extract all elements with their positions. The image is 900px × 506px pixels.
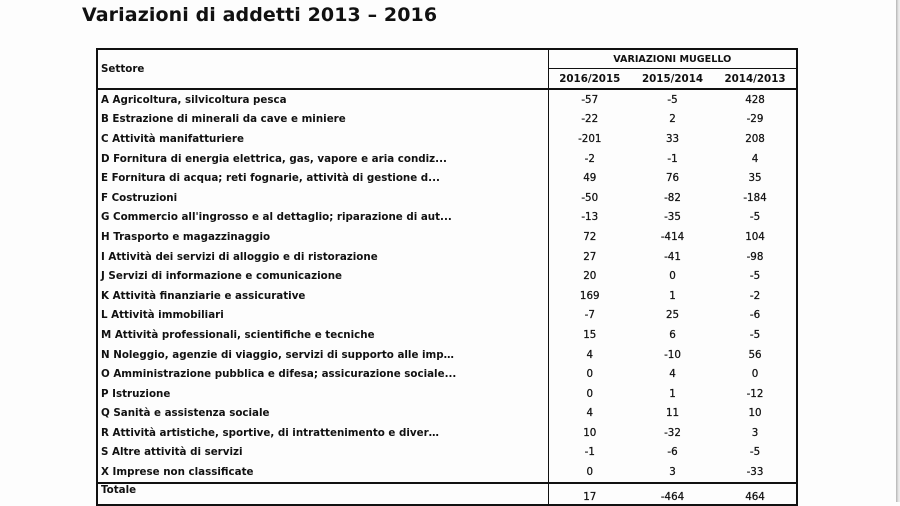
sector-cell: O Amministrazione pubblica e difesa; assicurazione sociale... [97, 364, 548, 384]
sector-cell: X Imprese non classificate [97, 462, 548, 483]
table-row [97, 325, 797, 345]
sector-cell: M Attività professionali, scientifiche e tecniche [97, 325, 548, 345]
value-cell: -7 [584, 309, 595, 322]
table-row [97, 443, 797, 463]
value-cell: 33 [665, 132, 680, 145]
total-value-cell: 464 [714, 483, 797, 505]
page-title: Variazioni di addetti 2013 – 2016 [82, 4, 438, 26]
value-cell: 56 [748, 348, 762, 361]
value-cell: -82 [664, 191, 681, 204]
table-row [97, 129, 797, 149]
value-cell: 4 [586, 348, 594, 361]
value-cell: 0 [751, 368, 759, 381]
value-cell: 1 [669, 387, 676, 400]
sector-cell: K Attività finanziarie e assicurative [97, 286, 548, 306]
sector-cell: J Servizi di informazione e comunicazione [97, 266, 548, 286]
value-cell: -6 [749, 309, 761, 322]
table-row [97, 286, 797, 306]
sector-column-header: Settore [97, 49, 548, 89]
value-cell: 27 [583, 250, 597, 263]
value-cell: -29 [746, 113, 764, 126]
table-row [97, 384, 797, 404]
value-cell: 35 [748, 172, 762, 185]
value-cell: 20 [583, 270, 597, 283]
sector-cell: G Commercio all'ingrosso e al dettaglio; riparazione di aut... [97, 208, 548, 228]
column-header-2015-2014: 2015/2014 [631, 69, 714, 90]
value-cell: -5 [749, 211, 761, 224]
sector-cell: C Attività manifatturiere [97, 129, 548, 149]
sector-cell: H Trasporto e magazzinaggio [97, 227, 548, 247]
sector-cell: P Istruzione [97, 384, 548, 404]
value-cell: 3 [751, 426, 759, 439]
value-cell: 1 [669, 289, 676, 302]
value-cell: -6 [667, 446, 678, 459]
table-row [97, 247, 797, 267]
sector-cell: F Costruzioni [97, 188, 548, 208]
table-row [97, 149, 797, 169]
value-cell: -35 [664, 211, 681, 224]
value-cell: 15 [583, 328, 597, 341]
table-row [97, 364, 797, 384]
value-cell: 11 [665, 407, 680, 420]
value-cell: -22 [581, 113, 599, 126]
value-cell: -5 [749, 446, 761, 459]
sector-cell: S Altre attività di servizi [97, 443, 548, 463]
value-cell: -98 [746, 250, 764, 263]
value-cell: 4 [669, 368, 676, 381]
table-row [97, 168, 797, 188]
value-cell: -50 [581, 191, 599, 204]
sector-cell: B Estrazione di minerali da cave e miniere [97, 110, 548, 130]
sector-cell: N Noleggio, agenzie di viaggio, servizi di supporto alle imp… [97, 345, 548, 365]
value-cell: -5 [749, 270, 761, 283]
value-cell: 10 [583, 426, 597, 439]
value-cell: 76 [665, 172, 680, 185]
column-header-2014-2013: 2014/2013 [714, 69, 797, 90]
value-cell: -2 [749, 289, 761, 302]
value-cell: -201 [578, 132, 602, 145]
value-cell: 0 [669, 270, 676, 283]
table-row [97, 208, 797, 228]
total-value-cell: 17 [548, 483, 631, 505]
sector-cell: D Fornitura di energia elettrica, gas, vapore e aria condiz... [97, 149, 548, 169]
value-cell: -33 [746, 466, 764, 479]
variations-table [96, 48, 798, 506]
column-header-2016-2015: 2016/2015 [548, 69, 631, 90]
value-cell: 208 [745, 132, 765, 145]
sector-cell: A Agricoltura, silvicoltura pesca [97, 89, 548, 110]
sector-cell: E Fornitura di acqua; reti fognarie, attività di gestione d... [97, 168, 548, 188]
value-cell: 2 [669, 113, 676, 126]
value-cell: 4 [751, 152, 759, 165]
value-cell: -1 [667, 152, 678, 165]
table-row [97, 110, 797, 130]
value-cell: 104 [745, 230, 765, 243]
sector-cell: R Attività artistiche, sportive, di intrattenimento e diver… [97, 423, 548, 443]
value-cell: -2 [584, 152, 595, 165]
value-cell: 0 [586, 368, 594, 381]
value-cell: 4 [586, 407, 594, 420]
total-value-cell: -464 [631, 483, 714, 505]
value-cell: -5 [749, 328, 761, 341]
sector-cell: I Attività dei servizi di alloggio e di ristorazione [97, 247, 548, 267]
value-cell: -41 [664, 250, 681, 263]
table-row [97, 227, 797, 247]
table-row [97, 89, 797, 110]
value-cell: -10 [664, 348, 681, 361]
table-row [97, 345, 797, 365]
table-row [97, 423, 797, 443]
sector-cell: L Attività immobiliari [97, 306, 548, 326]
value-cell: 428 [745, 93, 765, 106]
value-cell: -13 [581, 211, 599, 224]
table-body [97, 89, 797, 505]
value-cell: 25 [665, 309, 680, 322]
table-row [97, 306, 797, 326]
table-row [97, 188, 797, 208]
value-cell: 169 [579, 289, 600, 302]
value-cell: 10 [748, 407, 762, 420]
value-cell: -184 [743, 191, 767, 204]
value-cell: 3 [669, 466, 676, 479]
page-edge-shadow [896, 0, 900, 502]
value-cell: -57 [581, 93, 599, 106]
value-cell: 72 [583, 230, 597, 243]
value-cell: 6 [669, 328, 676, 341]
value-cell: -5 [667, 93, 678, 106]
table-row [97, 266, 797, 286]
table-row [97, 404, 797, 424]
table-row [97, 462, 797, 483]
group-column-header: VARIAZIONI MUGELLO [548, 49, 797, 69]
value-cell: 0 [586, 387, 594, 400]
value-cell: -1 [584, 446, 595, 459]
value-cell: -414 [660, 230, 685, 243]
total-label: Totale [97, 483, 548, 505]
value-cell: 0 [586, 466, 594, 479]
value-cell: 49 [583, 172, 597, 185]
value-cell: -12 [746, 387, 764, 400]
sector-cell: Q Sanità e assistenza sociale [97, 404, 548, 424]
value-cell: -32 [664, 426, 681, 439]
